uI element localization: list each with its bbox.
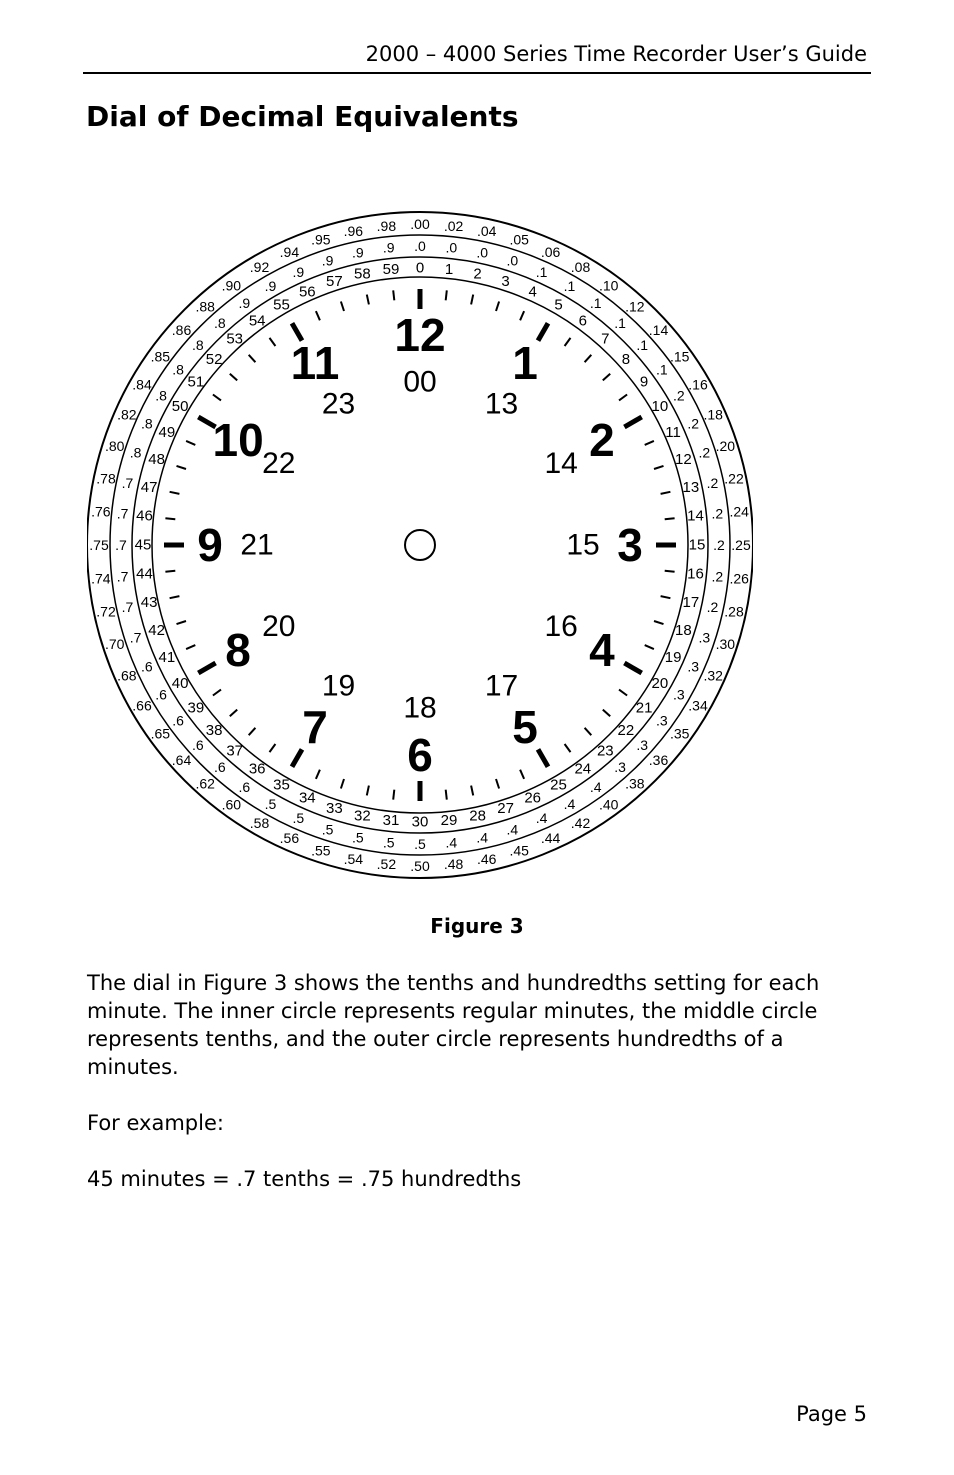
minute-tick (520, 770, 524, 779)
page-header (83, 40, 871, 74)
hundredths-label: .05 (509, 231, 529, 248)
hundredths-label: .12 (625, 298, 645, 315)
minute-tick (230, 710, 237, 717)
hundredths-label: .34 (688, 697, 708, 714)
hundredths-label: .08 (570, 259, 591, 275)
minute-tick (661, 596, 671, 598)
minute-label: 24 (574, 760, 592, 778)
hour-24-label: 21 (240, 528, 274, 562)
minute-tick (471, 786, 473, 796)
hundredths-label: .94 (279, 243, 300, 260)
hour-24-label: 16 (544, 610, 578, 643)
tenths-label: .6 (214, 759, 226, 776)
minute-label: 38 (205, 721, 223, 739)
tenths-label: .8 (129, 444, 142, 461)
hundredths-label: .78 (96, 470, 116, 487)
minute-tick (316, 311, 320, 320)
hundredths-label: .38 (625, 775, 645, 792)
minute-label: 10 (651, 398, 669, 415)
hour-24-label: 13 (484, 387, 519, 421)
minute-label: 46 (136, 507, 153, 525)
minute-tick (661, 492, 671, 494)
tenths-label: .3 (636, 737, 649, 754)
minute-label: 44 (136, 565, 153, 583)
tenths-label: .3 (673, 686, 685, 703)
minute-tick (603, 710, 610, 717)
hundredths-label: .55 (311, 842, 331, 859)
minute-tick (665, 571, 675, 572)
minute-label: 18 (675, 622, 692, 640)
tenths-label: .8 (172, 361, 184, 378)
tenths-label: .3 (614, 759, 626, 776)
hundredths-label: .48 (443, 856, 464, 873)
minute-label: 32 (354, 807, 371, 825)
tenths-label: .2 (673, 387, 685, 404)
hour-numeral: 10 (212, 414, 264, 466)
hour-24-label: 23 (321, 387, 356, 421)
minute-tick (270, 744, 276, 752)
tenths-label: .4 (476, 829, 489, 846)
hundredths-label: .58 (249, 815, 270, 831)
minute-label: 36 (248, 760, 266, 778)
hour-24-label: 18 (403, 691, 437, 725)
hundredths-label: .64 (171, 751, 192, 768)
minute-tick (270, 338, 276, 346)
tenths-label: .6 (191, 737, 204, 754)
minute-tick (520, 311, 524, 320)
hour-tick (292, 749, 302, 766)
tenths-label: .6 (238, 778, 251, 795)
minute-label: 30 (411, 813, 429, 831)
minute-label: 3 (501, 273, 510, 291)
hundredths-label: .68 (117, 667, 137, 684)
tenths-label: .3 (656, 712, 668, 729)
hundredths-label: .72 (96, 603, 116, 620)
minute-tick (367, 786, 369, 796)
minute-tick (496, 302, 499, 312)
minute-label: 16 (687, 565, 704, 583)
minute-label: 57 (326, 273, 343, 291)
hundredths-label: .62 (195, 775, 215, 792)
hour-tick (624, 417, 641, 427)
hundredths-label: .86 (171, 322, 192, 339)
minute-label: 7 (601, 330, 610, 348)
hour-numeral: 4 (589, 624, 615, 676)
hundredths-label: .66 (132, 697, 152, 714)
minute-tick (186, 441, 195, 445)
page-number: Page 5 (796, 1402, 867, 1426)
tenths-label: .4 (589, 778, 602, 795)
hour-tick (624, 663, 641, 673)
hundredths-label: .92 (249, 259, 270, 275)
minute-label: 49 (158, 423, 176, 441)
minute-label: 15 (688, 536, 706, 554)
minute-tick (170, 596, 180, 598)
minute-tick (619, 690, 627, 696)
hundredths-label: .14 (648, 322, 669, 339)
hundredths-label: .45 (509, 842, 529, 859)
tenths-label: .9 (351, 244, 364, 261)
minute-tick (603, 374, 610, 381)
hour-24-label: 19 (321, 669, 356, 703)
minute-tick (177, 466, 187, 469)
tenths-label: .9 (321, 252, 334, 269)
tenths-label: .4 (506, 821, 519, 838)
minute-label: 20 (651, 675, 669, 692)
tenths-label: .9 (292, 263, 305, 280)
minute-label: 33 (326, 799, 343, 817)
hundredths-label: .36 (648, 751, 669, 768)
tenths-label: .9 (382, 239, 395, 256)
minute-tick (565, 744, 571, 752)
hour-tick (538, 323, 548, 340)
minute-label: 11 (665, 423, 681, 441)
hundredths-label: .00 (410, 216, 430, 232)
tenths-label: .0 (476, 244, 489, 261)
tenths-label: .5 (414, 836, 426, 852)
tenths-label: .4 (535, 810, 548, 827)
minute-label: 12 (675, 450, 692, 468)
hundredths-label: .22 (724, 470, 744, 487)
hour-numeral: 11 (290, 337, 340, 390)
minute-label: 42 (148, 622, 165, 640)
minute-tick (186, 645, 195, 649)
hundredths-label: .28 (724, 603, 744, 620)
hundredths-label: .76 (91, 503, 111, 520)
minute-label: 51 (187, 373, 205, 391)
figure-caption: Figure 3 (430, 914, 524, 938)
hundredths-label: .15 (669, 348, 690, 365)
section-title: Dial of Decimal Equivalents (86, 100, 519, 133)
example-intro: For example: (87, 1111, 224, 1135)
hundredths-label: .54 (343, 851, 364, 867)
tenths-label: .0 (506, 252, 519, 269)
minute-label: 39 (187, 699, 205, 717)
hundredths-label: .75 (89, 537, 109, 553)
tenths-label: .7 (121, 474, 134, 491)
tenths-label: .6 (140, 658, 153, 675)
minute-label: 23 (596, 742, 614, 760)
hundredths-label: .88 (195, 298, 215, 315)
minute-tick (665, 518, 675, 519)
hundredths-label: .20 (715, 437, 736, 454)
hundredths-label: .50 (410, 858, 430, 874)
minute-label: 27 (497, 799, 514, 817)
tenths-label: .5 (382, 834, 395, 851)
hour-24-label: 14 (544, 447, 578, 480)
hour-24-label: 15 (566, 528, 600, 562)
tenths-label: .8 (155, 387, 167, 404)
minute-label: 34 (298, 789, 316, 807)
hundredths-label: .18 (703, 406, 723, 423)
minute-label: 50 (171, 398, 189, 415)
minute-label: 14 (687, 507, 704, 525)
hundredths-label: .65 (150, 725, 171, 742)
minute-tick (213, 395, 221, 401)
tenths-label: .7 (115, 537, 127, 553)
example-line: 45 minutes = .7 tenths = .75 hundredths (87, 1167, 522, 1191)
minute-label: 5 (554, 296, 563, 314)
minute-tick (341, 302, 344, 312)
minute-tick (471, 295, 473, 305)
minute-tick (654, 621, 664, 624)
tenths-label: .6 (155, 686, 167, 703)
minute-label: 25 (550, 776, 567, 794)
hour-numeral: 5 (512, 700, 538, 753)
minute-tick (165, 518, 175, 519)
minute-tick (249, 728, 256, 735)
tenths-label: .6 (172, 712, 184, 729)
hundredths-label: .84 (132, 376, 152, 393)
tenths-label: .9 (264, 278, 277, 295)
minute-label: 55 (273, 296, 290, 314)
tenths-label: .8 (140, 415, 153, 432)
hour-numeral: 7 (302, 700, 328, 753)
hour-numeral: 2 (589, 414, 615, 466)
tenths-label: .2 (687, 415, 700, 432)
minute-tick (177, 621, 187, 624)
tenths-label: .2 (711, 505, 724, 522)
description-paragraph: The dial in Figure 3 shows the tenths and hundredths setting for each minute. The inner circle represents regular minutes, the middle circle represents tenths, and the outer circle represents hundredths of a minutes. (87, 971, 820, 1079)
minute-tick (619, 395, 627, 401)
minute-label: 4 (528, 283, 537, 301)
minute-tick (230, 374, 237, 381)
hundredths-label: .82 (117, 406, 137, 423)
tenths-label: .3 (698, 629, 711, 646)
minute-label: 1 (444, 261, 454, 278)
tenths-label: .7 (116, 568, 129, 585)
minute-tick (341, 779, 344, 789)
hundredths-label: .74 (91, 570, 111, 587)
tenths-label: .1 (614, 314, 626, 331)
tenths-label: .5 (264, 795, 277, 812)
hundredths-label: .24 (729, 503, 749, 520)
hundredths-label: .90 (221, 277, 242, 294)
minute-tick (393, 290, 394, 300)
minute-label: 41 (158, 649, 176, 667)
minute-tick (645, 645, 654, 649)
tenths-label: .5 (351, 829, 364, 846)
minute-tick (249, 355, 256, 362)
minute-label: 56 (298, 283, 316, 301)
hundredths-label: .95 (311, 231, 331, 248)
minute-label: 2 (473, 265, 482, 283)
minute-label: 58 (354, 265, 371, 283)
hour-24-label: 22 (262, 447, 296, 480)
hundredths-label: .44 (540, 830, 561, 847)
hundredths-label: .52 (376, 856, 397, 873)
hour-numeral: 3 (617, 519, 643, 571)
hundredths-label: .16 (688, 376, 708, 393)
minute-label: 45 (134, 536, 152, 554)
tenths-label: .3 (687, 658, 700, 675)
minute-tick (393, 790, 394, 800)
minute-label: 6 (578, 312, 587, 330)
minute-label: 28 (469, 807, 486, 825)
minute-tick (367, 295, 369, 305)
minute-label: 29 (440, 812, 458, 829)
tenths-label: .0 (414, 238, 426, 254)
hundredths-label: .60 (221, 796, 242, 813)
tenths-label: .7 (116, 505, 129, 522)
minute-tick (565, 338, 571, 346)
hour-numeral: 9 (197, 519, 223, 571)
minute-label: 13 (682, 478, 700, 496)
minute-label: 53 (226, 330, 244, 348)
minute-tick (213, 690, 221, 696)
tenths-label: .5 (292, 810, 305, 827)
minute-label: 47 (140, 478, 158, 496)
hundredths-label: .30 (715, 636, 736, 653)
hour-tick (538, 749, 548, 766)
hundredths-label: .46 (476, 851, 497, 867)
hundredths-label: .42 (570, 815, 591, 831)
hundredths-label: .25 (731, 537, 751, 553)
minute-label: 59 (382, 261, 400, 278)
hour-numeral: 8 (225, 624, 251, 676)
tenths-label: .4 (563, 795, 576, 812)
minute-tick (170, 492, 180, 494)
tenths-label: .1 (563, 278, 576, 295)
tenths-label: .7 (121, 599, 134, 616)
tenths-label: .8 (214, 314, 226, 331)
minute-tick (446, 790, 447, 800)
hour-24-label: 00 (403, 365, 437, 399)
hundredths-label: .80 (104, 437, 125, 454)
minute-label: 26 (524, 789, 542, 807)
minute-tick (585, 355, 592, 362)
minute-tick (496, 779, 499, 789)
hundredths-label: .56 (279, 830, 300, 847)
hour-numeral: 1 (512, 337, 538, 390)
tenths-label: .9 (238, 295, 251, 312)
hundredths-label: .02 (443, 217, 464, 234)
hour-tick (198, 663, 215, 673)
hundredths-label: .10 (598, 277, 619, 294)
minute-tick (645, 441, 654, 445)
minute-label: 19 (664, 649, 682, 667)
hundredths-label: .98 (376, 217, 397, 234)
minute-tick (585, 728, 592, 735)
tenths-label: .1 (656, 361, 668, 378)
hour-24-label: 17 (484, 669, 519, 703)
minute-label: 37 (226, 742, 244, 760)
hundredths-label: .96 (343, 223, 364, 239)
hundredths-label: .04 (476, 223, 497, 239)
tenths-label: .4 (445, 834, 458, 851)
minute-label: 48 (148, 450, 165, 468)
minute-label: 31 (382, 812, 400, 829)
hundredths-label: .70 (104, 636, 125, 653)
decimal-equivalents-dial (87, 210, 753, 880)
tenths-label: .2 (698, 444, 711, 461)
minute-label: 35 (273, 776, 290, 794)
hour-numeral: 6 (407, 729, 433, 781)
hundredths-label: .35 (669, 725, 690, 742)
minute-tick (654, 466, 664, 469)
hundredths-label: .32 (703, 667, 723, 684)
minute-label: 54 (248, 312, 266, 330)
minute-tick (165, 571, 175, 572)
minute-label: 17 (682, 594, 700, 612)
tenths-label: .2 (706, 599, 719, 616)
minute-label: 21 (635, 699, 653, 717)
hundredths-label: .85 (150, 348, 171, 365)
tenths-label: .2 (713, 537, 725, 553)
tenths-label: .8 (191, 336, 204, 353)
hour-24-label: 20 (262, 610, 296, 643)
minute-label: 9 (639, 373, 649, 391)
tenths-label: .5 (321, 821, 334, 838)
tenths-label: .7 (129, 629, 142, 646)
minute-label: 22 (617, 721, 635, 739)
minute-label: 8 (621, 351, 631, 369)
minute-tick (446, 290, 447, 300)
minute-label: 52 (205, 351, 223, 369)
minute-tick (316, 770, 320, 779)
tenths-label: .1 (636, 336, 649, 353)
hundredths-label: .06 (540, 243, 561, 260)
center-circle (405, 530, 435, 560)
hundredths-label: .26 (729, 570, 749, 587)
tenths-label: .1 (589, 295, 602, 312)
tenths-label: .0 (445, 239, 458, 256)
minute-label: 40 (171, 675, 189, 692)
minute-label: 43 (140, 594, 158, 612)
tenths-label: .2 (711, 568, 724, 585)
hour-numeral: 12 (394, 309, 446, 361)
tenths-label: .2 (706, 474, 719, 491)
minute-label: 0 (415, 259, 425, 277)
hundredths-label: .40 (598, 796, 619, 813)
tenths-label: .1 (535, 263, 548, 280)
header-title: 2000 – 4000 Series Time Recorder User’s Guide (365, 42, 867, 66)
